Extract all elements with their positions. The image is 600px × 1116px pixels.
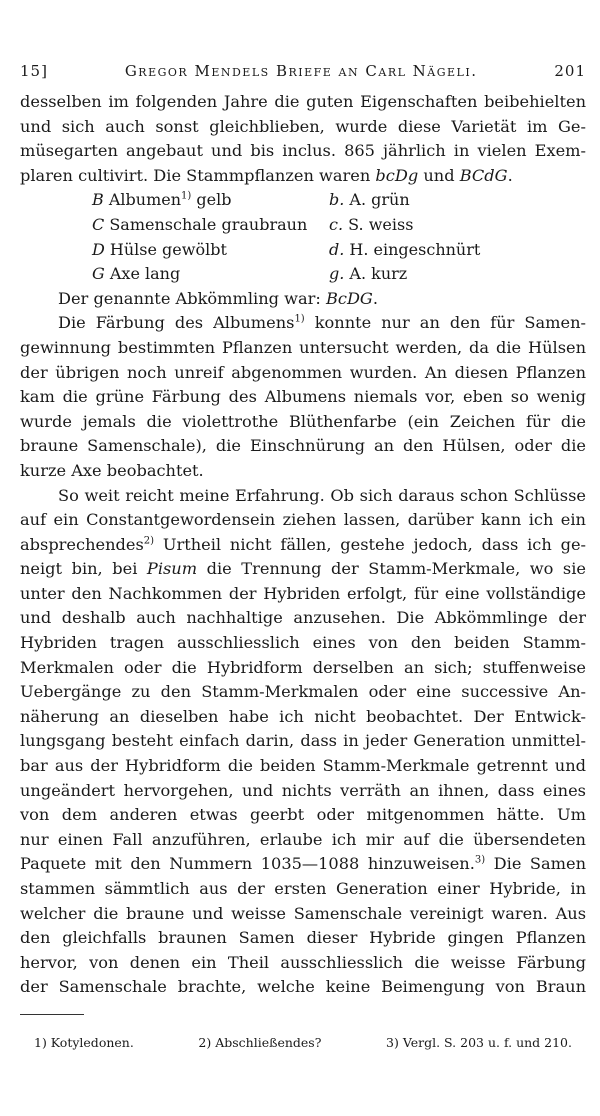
- text-line: stammen sämmtlich aus der ersten Generation einer Hybride, in: [20, 879, 586, 898]
- trait-row: G Axe lang g. A. kurz: [92, 264, 408, 284]
- chapter-number: 15]: [20, 62, 48, 80]
- footnote-3: 3) Vergl. S. 203 u. f. und 210.: [386, 1034, 572, 1050]
- text-line: So weit reicht meine Erfahrung. Ob sich daraus schon Schlüsse: [58, 485, 586, 505]
- page-number: 201: [554, 62, 586, 80]
- text-line: kurze Axe beobachtet.: [20, 460, 204, 480]
- text-line: Hybriden tragen ausschliesslich eines von den beiden Stamm-: [20, 633, 586, 653]
- running-title: Gregor Mendels Briefe an Carl Nägeli.: [124, 62, 478, 80]
- text-line: kam die grüne Färbung des Albumens niemals vor, eben so wenig: [20, 387, 586, 407]
- text-line: Paquete mit den Nummern 1035—1088 hinzuweisen.$^{3)}$ Die Samen: [20, 854, 587, 874]
- text-line: Merkmalen oder die Hybridform derselben an sich; stuffenweise: [20, 657, 586, 677]
- text-line: Die Färbung des Albumens$^{1)}$ konnte nur an den für Samen-: [58, 313, 586, 333]
- text-line: wurde jemals die violettrothe Blüthenfarbe (ein Zeichen für die: [20, 411, 586, 431]
- text-line: bar aus der Hybridform die beiden Stamm-Merkmale getrennt und: [20, 756, 586, 776]
- paragraph-3: [20, 484, 586, 1000]
- text-line: der übrigen noch unreif abgenommen wurden. An diesen Pflanzen: [20, 362, 586, 382]
- paragraph-1: [20, 90, 586, 188]
- footnote-1: 1) Kotyledonen.: [34, 1034, 134, 1050]
- trait-row: B Albumen$^{1)}$ gelb b. A. grün: [92, 190, 410, 210]
- text-line: müsegarten angebaut und bis inclus. 865 jährlich in vielen Exem-: [20, 141, 586, 161]
- offspring-line: Der genannte Abkömmling war: BcDG.: [58, 288, 379, 308]
- footnotes: [20, 1035, 586, 1050]
- text-line: absprechendes$^{2)}$ Urtheil nicht fällen, gestehe jedoch, dass ich ge-: [20, 534, 586, 554]
- text-line: braune Samenschale), die Einschnürung an den Hülsen, oder die: [20, 436, 586, 456]
- text-line: ungeändert hervorgehen, und nichts verräth an ihnen, dass eines: [20, 780, 586, 800]
- footnote-rule: [20, 1014, 84, 1015]
- text-line: Uebergänge zu den Stamm-Merkmalen oder eine successive An-: [20, 682, 586, 702]
- text-line: lungsgang besteht einfach darin, dass in jeder Generation unmittel-: [20, 731, 586, 751]
- text-line: gewinnung bestimmten Pflanzen untersucht werden, da die Hülsen: [20, 337, 586, 357]
- text-line: plaren cultivirt. Die Stammpflanzen waren bcDg und BCdG.: [20, 165, 513, 185]
- running-header: [20, 62, 586, 90]
- footnote-2: 2) Abschließendes?: [198, 1034, 322, 1050]
- paragraph-2: [20, 311, 586, 483]
- text-line: auf ein Constantgewordensein ziehen lassen, darüber kann ich ein: [20, 510, 586, 530]
- trait-row: C Samenschale graubraun c. S. weiss: [92, 214, 414, 234]
- trait-table: [20, 188, 586, 286]
- text-line: hervor, von denen ein Theil ausschliesslich die weisse Färbung: [20, 952, 586, 972]
- book-page: [20, 62, 586, 1050]
- text-line: neigt bin, bei Pisum die Trennung der Stamm-Merkmale, wo sie: [20, 559, 586, 579]
- text-line: welcher die braune und weisse Samenschale vereinigt waren. Aus: [20, 903, 586, 923]
- text-line: und deshalb auch nachhaltige anzusehen. Die Abkömmlinge der: [20, 608, 586, 628]
- text-line: näherung an dieselben habe ich nicht beobachtet. Der Entwick-: [20, 706, 586, 726]
- text-line: desselben im folgenden Jahre die guten Eigenschaften beibehielten: [20, 92, 586, 111]
- text-line: unter den Nachkommen der Hybriden erfolgt, für eine vollständige: [20, 583, 586, 603]
- trait-row: D Hülse gewölbt d. H. eingeschnürt: [92, 239, 481, 259]
- text-line: nur einen Fall anzuführen, erlaube ich mir auf die übersendeten: [20, 829, 586, 849]
- text-line: und sich auch sonst gleichblieben, wurde diese Varietät im Ge-: [20, 116, 586, 136]
- text-line: der Samenschale brachte, welche keine Beimengung von Braun: [20, 977, 586, 997]
- text-line: von dem anderen etwas geerbt oder mitgenommen hätte. Um: [20, 805, 586, 825]
- text-line: den gleichfalls braunen Samen dieser Hybride gingen Pflanzen: [20, 928, 586, 948]
